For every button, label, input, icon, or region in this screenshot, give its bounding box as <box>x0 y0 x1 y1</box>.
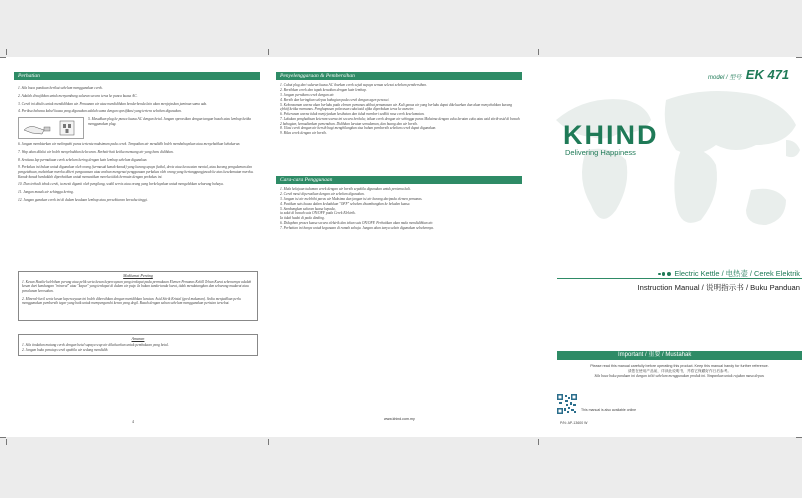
box-item: 1. Sila tindakan matang cerek dengan betul supaya wap air dikeluarkan untuk pembukaan yang betul. <box>22 342 169 347</box>
crop-mark <box>0 437 6 438</box>
cara-item: 6. Didaphan proses kuasa secara elektrik dan tekan suis ON/OFF. Perhatikan akan mula mendidihkan air. <box>280 221 434 226</box>
model-label: model / 型号 <box>708 75 742 81</box>
important-label: Important / 重要 / Mustahak <box>614 351 695 360</box>
penyelenggaraan-item: 3. Jangan pernikam cerek dengan air. <box>280 92 335 97</box>
perhatian-list <box>18 86 258 206</box>
plug-instruction <box>18 117 258 139</box>
brand-logo <box>563 122 675 172</box>
crop-mark <box>0 57 6 58</box>
perhatian-item: 12. Jangan gunakan cerek ini di dalam keadaan lembap atau persekitaran bersuhu tinggi. <box>18 198 148 202</box>
perhatian-item: 8. Sentiasa lap permukaan cerek sebelum kering dengan kain lembap sebelum digunakan. <box>18 157 148 162</box>
cara-item: 3. Jangan isi air melebihi paras air Maksima dan jangan isi air kurang daripada elemen pemanas. <box>280 196 423 201</box>
crop-mark <box>268 49 269 55</box>
section-header-penyelenggaraan: Penyelenggaraan & Pembersihan <box>276 72 522 80</box>
model-value: EK 471 <box>745 67 790 82</box>
crop-mark <box>796 57 802 58</box>
cara-item: 5. Sambungkan saluran kuasa kepada, <box>280 206 336 211</box>
penyelenggaraan-item: 1. Cabut plug dari saluran kuasa AC ibarkan cerek sejuk supaya semua selesai sebelum pembersihan. <box>280 83 427 87</box>
crop-mark <box>6 49 7 55</box>
brand-tagline: Delivering Happiness <box>565 148 636 157</box>
crop-mark <box>6 439 7 445</box>
warning-box <box>18 334 258 356</box>
brand-name: KHIND <box>563 120 659 150</box>
cara-item: ia sakit di bawah suis ON/OFF pada Cerek Elektrik. <box>280 211 356 216</box>
plug-socket-illustration <box>18 117 84 139</box>
website-url[interactable]: www.khind.com.my <box>384 417 415 421</box>
perhatian-item: 2. Adalah diwajibkan untuk menyambung saluran secara terus ke punca kuasa AC. <box>18 93 138 98</box>
product-line: Electric Kettle / 电热壶 / Cerek Elektrik <box>674 269 800 278</box>
important-text-ms: Sila baca buku panduan ini dengan teliti sebelum menggunakan produk ini. Simpankan untuk rujukan masa depan. <box>594 374 765 378</box>
penyelenggaraan-item: 8. Ulasi cerek dengan air bersih bagi menghilangkan sisa bahan pembersih sebelum cerek dapat digunakan. <box>280 126 437 131</box>
section-header-perhatian: Perhatian <box>14 72 260 80</box>
box-item: 1. Kesan Hasilu-kelebihan perang atau pelik serta kesan kepercayaan yang terdapat pada permukaan Elemen Pemanas Kekill Tehan Karat sebenarnya adalah kesan dari kandungan "mineral" atau "kapur" yang terdapat di dalam air paip. Ia bukan tanda-tanda karat, tidak mendatangkan dan sebarang mudarat atau penalanan kerosakan. <box>22 279 252 293</box>
divider <box>557 278 802 279</box>
box-title: Maklumat Penting <box>123 273 153 278</box>
perhatian-item: 11. Jangan masak air sehingga kering. <box>18 190 74 195</box>
penyelenggaraan-list <box>280 83 520 136</box>
penyelenggaraan-item: 9. Bilas cerek dengan air bersih. <box>280 131 327 136</box>
bullet-dots-icon <box>658 269 674 278</box>
box-item: 2. Mineral-kecil serta kesan kepercayaan ini boleh dibersihkan dengan menidihkan larutan. Asid Sitrik Kristal (gred makanan). Sedia menjadikan perlu menggunakan pembersih tegar yang baik untuk mempengaruhi keran yang degil. Basuh dengan sabun sebelum menggunakan perisian tersebut. <box>22 296 241 306</box>
important-text <box>557 364 802 379</box>
section-header-cara: Cara-cara Penggunaan <box>276 176 522 184</box>
perhatian-item: 4. Periksa bahawa kabel kuasa yang digunakan adalah sama dengan spesifikasi yang tertera sebelum digunakan. <box>18 109 182 114</box>
cara-item: 4. Pastikan suis kuasa dalam kedudukan "OFF" sebelum disambungkan ke bekalan kuasa. <box>280 201 411 206</box>
important-text-en: Please read this manual carefully before operating this product. Keep this manual handy for further reference. <box>590 364 769 368</box>
perhatian-item: 10. Dan terhadi tebuk cerek, ia mesti diganti oleh pengilang, wakil servis atau orang yang berkelayakan untuk mengelakkan sebarang bahaya. <box>18 182 224 187</box>
qr-code-icon[interactable] <box>557 394 577 414</box>
online-note: This manual is also available online <box>581 408 637 412</box>
crop-mark <box>538 439 539 445</box>
important-info-box <box>18 271 258 321</box>
part-number: P/N: AP-13600 W <box>560 421 588 425</box>
penyelenggaraan-item: 7. Lakukan penghakisan keteram warna ini secara berkala; isikan cerek dengan air sehingga paras Maksima dengan cuka larutan cuka atau asid sitrik-asid di bawah 2 bahagian, kemudiankan pemenuhan. Didihkan larutan semalaman, dan buang dan air bersih. <box>280 116 520 126</box>
cara-item: 2. Cerek mesti diperasikan dengan air sebelum digunakan. <box>280 191 365 196</box>
cara-item: 7. Perhatian ini hanya untuk kegunaan di rumah sahaja. Jangan akan ianya selain digunakan sebelumnya. <box>280 226 434 231</box>
perhatian-item: 5. Masukkan plug ke punca kuasa AC dengan betul. Jangan operasikan dengan tangan basah atau lembap ketika menggunakan plug. <box>88 117 252 126</box>
page-number: 4 <box>132 420 134 424</box>
crop-mark <box>796 437 802 438</box>
perhatian-item: 6. Jangan membiarkan air melimpahi paras tertentu maksimum pada cerek. Tempatkan air mendidih boleh membahayakan atau menyebabkan kebakaran. <box>18 142 241 147</box>
perhatian-item: 7. Wap akan dilalui air boleh menyebabkan kelecuran. Berhati-hati ketika menuang air yang baru didihkan. <box>18 149 174 154</box>
penyelenggaraan-item: 5. Kekonsuman warna akan berlaku pada elemen pemanas akibat pemanasan air. Kali ganas air yang berlaku dapat dikeluarkan dan akan menyebabkan kurang efektif ketika memanas. Penghapusan pelarasan cuka/asid aftka diperkukan terus ke asmeter. <box>280 102 513 112</box>
cara-item: Ia tidak hadai di pada dinding. <box>280 216 325 221</box>
crop-mark <box>268 439 269 445</box>
cara-list <box>280 187 520 231</box>
penyelenggaraan-item: 6. Pekerunan warna tidak menjejaskan kesihatan dan tidak memberi sedikit rasa cerek keselamatan. <box>280 112 425 117</box>
cara-item: 1. Mula kelajuan tuduman cerek dengan air bersih sepakila digunakan untuk pertama kali. <box>280 187 411 191</box>
penyelenggaraan-item: 2. Bersihkan cerek dan tapak kenaikan dengan kain lembap. <box>280 87 367 92</box>
important-text-zh: 请您在使用产品前，详读此说明书，并将它保藏好作日后参考。 <box>627 369 732 373</box>
manual-title: Instruction Manual / 说明指示书 / Buku Panduan <box>637 283 800 292</box>
box-title: Amaran <box>131 336 145 341</box>
penyelenggaraan-item: 4. Bersih dan keringkan selepas bahagian pada cerek dengan agen pencuci. <box>280 97 390 102</box>
perhatian-item: 3. Cerek ini ditulis untuk mendidihkan air. Penuanan air atau mendidihkan benda-benda lain akan menjejaskan jaminan sama ada. <box>18 101 208 106</box>
perhatian-item: 1. Sila baca panduan berikut sebelum menggunakan cerek. <box>18 86 103 90</box>
box-item: 2. Jangan buka penutup cerek apabila air sedang mendidih. <box>22 347 109 352</box>
perhatian-item: 9. Perkakas ini bukan untuk digunakan oleh orang (termasuk kanak-kanak) yang kurang upaya fizikal, deria atau kecacatan mental, atau kurang pengalaman dan pengetahuan, melainkan mereka diberi pengawasan atau arahan mengenai penggunaan perkakas oleh orang yang bertanggungjawab ke atas keselamatan mereka. Kanak-kanak hendaklah diperhatikan untuk memastikan mereka tidak bermain dengan perkakas ini. <box>18 165 254 179</box>
crop-mark <box>538 49 539 55</box>
